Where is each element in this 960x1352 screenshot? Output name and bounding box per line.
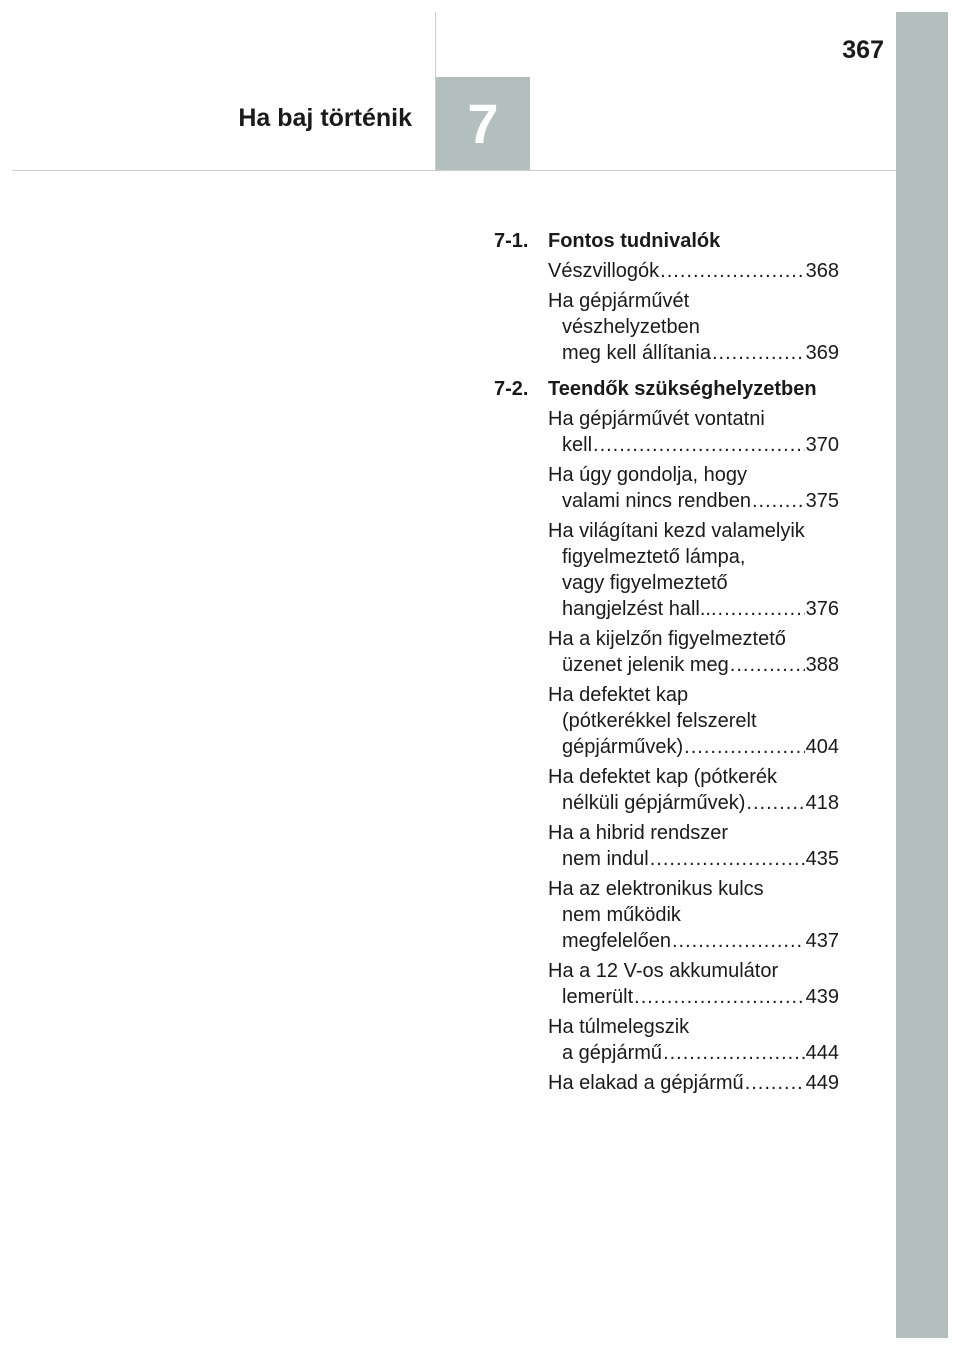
toc-entry-text: nem indul [562, 848, 649, 870]
toc-entry-text: Ha a kijelzőn figyelmeztető [548, 628, 786, 650]
toc-entry-last-line [548, 488, 839, 514]
toc-entry-page-number: 435 [805, 848, 839, 870]
toc-entry-page-number: 375 [805, 490, 839, 512]
toc-entry[interactable] [548, 288, 839, 366]
toc-entry[interactable] [548, 876, 839, 954]
toc-entry-text: a gépjármű [562, 1042, 663, 1064]
dot-leader [745, 1070, 805, 1096]
toc-entry-text: figyelmeztető lámpa, [562, 546, 746, 568]
toc-entry-text: Ha túlmelegszik [548, 1016, 690, 1038]
toc-entry-text: meg kell állítania [562, 342, 711, 364]
page-number: 367 [842, 36, 884, 64]
dot-leader [650, 846, 805, 872]
toc-entry-text: (pótkerékkel felszerelt [562, 710, 757, 732]
toc-entry-text: vészhelyzetben [562, 316, 700, 338]
toc-entry[interactable] [548, 682, 839, 760]
chapter-number-box: 7 [436, 77, 530, 170]
toc-entry-text: Ha világítani kezd valamelyik [548, 520, 805, 542]
toc-entry-text: Ha úgy gondolja, hogy [548, 464, 748, 486]
toc-section-number: 7-2. [494, 378, 529, 400]
toc-entry[interactable] [548, 518, 839, 622]
toc-entry[interactable] [548, 406, 839, 458]
toc-entry-last-line [548, 928, 839, 954]
table-of-contents [494, 228, 839, 1100]
dot-leader [730, 652, 805, 678]
toc-entry-last-line [548, 340, 839, 366]
toc-entry-text: valami nincs rendben [562, 490, 751, 512]
toc-entry-text: nem működik [562, 904, 681, 926]
toc-entry-page-number: 439 [805, 986, 839, 1008]
toc-entry-last-line [548, 1070, 839, 1096]
toc-entry[interactable] [548, 958, 839, 1010]
chapter-side-tab [896, 12, 948, 1338]
header-horizontal-divider [12, 170, 896, 171]
chapter-title: Ha baj történik [238, 104, 412, 132]
toc-entry-last-line [548, 790, 839, 816]
toc-entry-text: nélküli gépjárművek) [562, 792, 746, 814]
dot-leader [746, 790, 804, 816]
toc-entry-last-line [548, 846, 839, 872]
toc-entry-last-line [548, 258, 839, 284]
toc-entry-text: Ha gépjárművét vontatni [548, 408, 765, 430]
toc-section-heading[interactable] [494, 228, 839, 254]
toc-entry-text: Ha gépjárművét [548, 290, 690, 312]
toc-entry-text: Ha elakad a gépjármű [548, 1072, 744, 1094]
toc-entry[interactable] [548, 462, 839, 514]
toc-entry-page-number: 449 [805, 1072, 839, 1094]
toc-entry[interactable] [548, 258, 839, 284]
dot-leader [752, 488, 805, 514]
dot-leader [660, 258, 804, 284]
toc-entry-text: hangjelzést hall... [562, 598, 717, 620]
toc-entry-last-line [548, 984, 839, 1010]
toc-section-title: Fontos tudnivalók [548, 230, 721, 252]
toc-entry-page-number: 418 [805, 792, 839, 814]
toc-entry-text: Ha defektet kap [548, 684, 689, 706]
toc-section-heading[interactable] [494, 376, 839, 402]
dot-leader [663, 1040, 805, 1066]
dot-leader [712, 340, 805, 366]
dot-leader [718, 596, 805, 622]
toc-entry[interactable] [548, 1014, 839, 1066]
toc-entry-page-number: 444 [805, 1042, 839, 1064]
dot-leader [593, 432, 805, 458]
toc-entry-text: lemerült [562, 986, 634, 1008]
toc-entry-text: kell [562, 434, 593, 456]
toc-entry[interactable] [548, 820, 839, 872]
toc-entry-page-number: 368 [805, 260, 839, 282]
toc-entry-page-number: 388 [805, 654, 839, 676]
dot-leader [672, 928, 805, 954]
toc-entry[interactable] [548, 764, 839, 816]
toc-entry[interactable] [548, 1070, 839, 1096]
toc-entry-text: gépjárművek) [562, 736, 684, 758]
toc-section-number: 7-1. [494, 230, 529, 252]
toc-entry-text: üzenet jelenik meg [562, 654, 729, 676]
toc-entry-last-line [548, 734, 839, 760]
toc-entry-text: Ha a hibrid rendszer [548, 822, 729, 844]
toc-entry-text: Vészvillogók [548, 260, 660, 282]
toc-entry-text: Ha defektet kap (pótkerék [548, 766, 778, 788]
dot-leader [684, 734, 804, 760]
toc-entry-text: megfelelően [562, 930, 671, 952]
toc-entry-page-number: 437 [805, 930, 839, 952]
toc-entry-page-number: 376 [805, 598, 839, 620]
toc-section-title: Teendők szükséghelyzetben [548, 378, 817, 400]
toc-entry-last-line [548, 596, 839, 622]
toc-entry-text: vagy figyelmeztető [562, 572, 728, 594]
toc-entry-page-number: 369 [805, 342, 839, 364]
toc-entry-page-number: 370 [805, 434, 839, 456]
toc-entry-text: Ha a 12 V-os akkumulátor [548, 960, 779, 982]
toc-entry-last-line [548, 1040, 839, 1066]
toc-entry-text: Ha az elektronikus kulcs [548, 878, 764, 900]
toc-entry-last-line [548, 432, 839, 458]
toc-entry-page-number: 404 [805, 736, 839, 758]
toc-entry-last-line [548, 652, 839, 678]
dot-leader [634, 984, 804, 1010]
toc-entry[interactable] [548, 626, 839, 678]
